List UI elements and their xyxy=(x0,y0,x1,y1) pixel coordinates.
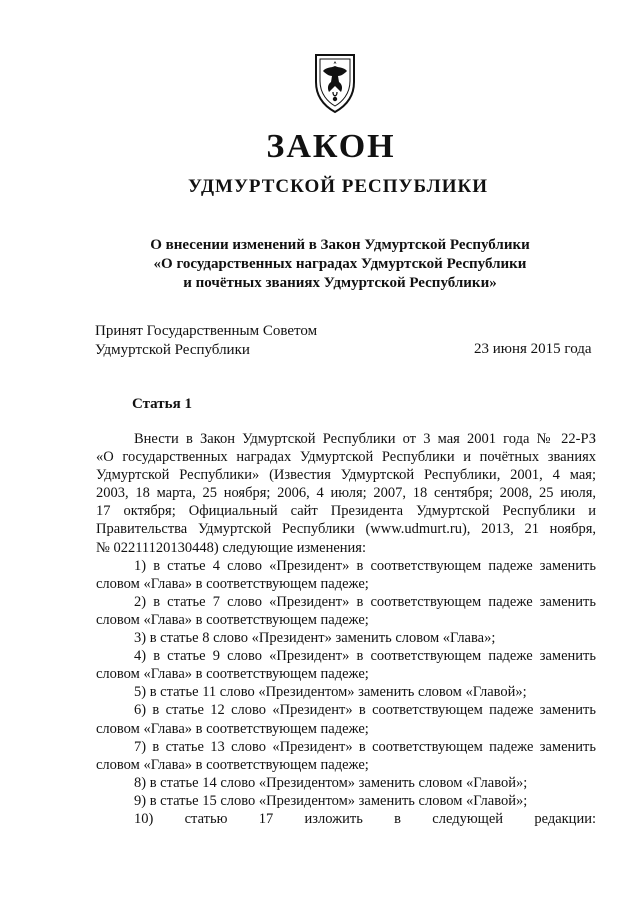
law-heading xyxy=(120,236,560,293)
list-item-line: 1) в статье 4 слово «Президент» в соответствующем падеже заменить xyxy=(134,557,596,574)
article-title: Статья 1 xyxy=(132,396,192,412)
heading-line: О внесении изменений в Закон Удмуртской Республики xyxy=(150,237,530,253)
document-title: ЗАКОН xyxy=(266,128,396,165)
list-item-line: словом «Глава» в соответствующем падеже; xyxy=(96,666,369,683)
adopted-line: Удмуртской Республики xyxy=(95,342,250,358)
coat-of-arms-emblem xyxy=(312,52,358,114)
list-item-line: 2) в статье 7 слово «Президент» в соответствующем падеже заменить xyxy=(134,593,596,610)
list-item-line: 10) статью 17 изложить в следующей редакции: xyxy=(134,810,596,827)
heading-line: «О государственных наградах Удмуртской Республики xyxy=(153,256,527,272)
body-line: 17 октября; Официальный сайт Президента Удмуртской Республики и xyxy=(96,503,596,520)
body-line: «О государственных наградах Удмуртской Республики и почётных званиях xyxy=(96,449,596,466)
body-line: Удмуртской Республики» (Известия Удмуртской Республики, 2001, 4 мая; xyxy=(96,467,596,484)
list-item-line: 7) в статье 13 слово «Президент» в соответствующем падеже заменить xyxy=(134,738,596,755)
list-item-line: 4) в статье 9 слово «Президент» в соответствующем падеже заменить xyxy=(134,648,596,665)
body-line: Правительства Удмуртской Республики (www.udmurt.ru), 2013, 21 ноября, xyxy=(96,521,596,538)
heading-line: и почётных званиях Удмуртской Республики» xyxy=(183,275,497,291)
adopted-line: Принят Государственным Советом xyxy=(95,323,318,339)
list-item-line: 5) в статье 11 слово «Президентом» заменить словом «Главой»; xyxy=(134,684,527,701)
adopted-date: 23 июня 2015 года xyxy=(474,341,592,357)
list-item-line: словом «Глава» в соответствующем падеже; xyxy=(96,720,369,737)
article-body xyxy=(96,430,596,828)
list-item-line: словом «Глава» в соответствующем падеже; xyxy=(96,611,369,628)
document-subtitle: УДМУРТСКОЙ РЕСПУБЛИКИ xyxy=(187,176,489,197)
list-item-line: 6) в статье 12 слово «Президент» в соответствующем падеже заменить xyxy=(134,702,596,719)
list-item-line: 3) в статье 8 слово «Президент» заменить словом «Глава»; xyxy=(134,630,496,647)
list-item-line: 8) в статье 14 слово «Президентом» заменить словом «Главой»; xyxy=(134,774,528,791)
body-line: 2003, 18 марта, 25 ноября; 2006, 4 июля; 2007, 18 сентября; 2008, 25 июля, xyxy=(96,485,596,502)
body-line: № 02211120130448) следующие изменения: xyxy=(96,539,367,556)
list-item-line: словом «Глава» в соответствующем падеже; xyxy=(96,756,369,773)
list-item-line: словом «Глава» в соответствующем падеже; xyxy=(96,575,369,592)
list-item-line: 9) в статье 15 слово «Президентом» заменить словом «Главой»; xyxy=(134,792,528,809)
adopted-by xyxy=(95,322,317,360)
body-line: Внести в Закон Удмуртской Республики от 3 мая 2001 года № 22-РЗ xyxy=(134,431,596,447)
